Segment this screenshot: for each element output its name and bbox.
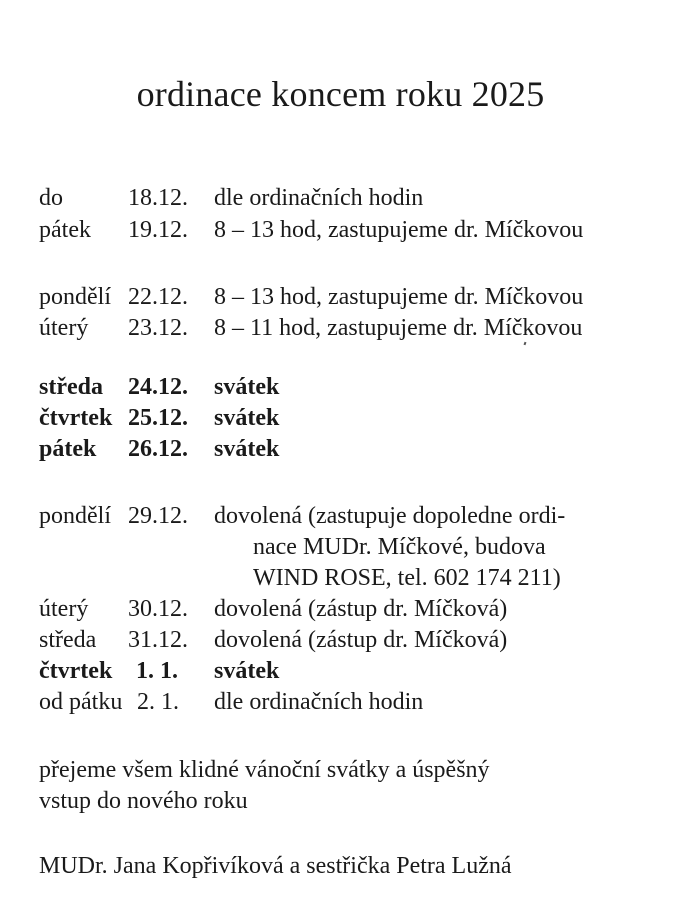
schedule-desc: dovolená (zástup dr. Míčková)	[214, 627, 508, 653]
schedule-day: čtvrtek	[39, 405, 113, 431]
schedule-desc: dovolená (zastupuje dopoledne ordi-	[214, 503, 566, 529]
schedule-desc-continuation: WIND ROSE, tel. 602 174 211)	[253, 565, 561, 591]
schedule-desc: 8 – 13 hod, zastupujeme dr. Míčkovou	[214, 217, 584, 243]
schedule-day: úterý	[39, 596, 89, 622]
schedule-day: do	[39, 185, 63, 211]
schedule-date: 18.12.	[128, 185, 188, 211]
schedule-date: 30.12.	[128, 596, 188, 622]
schedule-date: 24.12.	[128, 374, 188, 400]
schedule-date: 29.12.	[128, 503, 188, 529]
schedule-day: úterý	[39, 315, 89, 341]
schedule-day: středa	[39, 627, 97, 653]
schedule-desc: 8 – 11 hod, zastupujeme dr. Míčkovou	[214, 315, 583, 341]
schedule-date: 26.12.	[128, 436, 188, 462]
schedule-date: 31.12.	[128, 627, 188, 653]
scan-speck	[524, 342, 527, 346]
schedule-date: 25.12.	[128, 405, 188, 431]
schedule-desc: dovolená (zástup dr. Míčková)	[214, 596, 508, 622]
greeting-line-2: vstup do nového roku	[39, 788, 248, 814]
schedule-date: 19.12.	[128, 217, 188, 243]
signature: MUDr. Jana Kopřivíková a sestřička Petra Lužná	[39, 853, 512, 879]
schedule-desc: svátek	[214, 405, 280, 431]
schedule-day: čtvrtek	[39, 658, 113, 684]
schedule-desc: svátek	[214, 436, 280, 462]
schedule-day: středa	[39, 374, 103, 400]
schedule-desc: 8 – 13 hod, zastupujeme dr. Míčkovou	[214, 284, 584, 310]
schedule-day: pátek	[39, 436, 97, 462]
schedule-day: pátek	[39, 217, 91, 243]
schedule-desc: svátek	[214, 374, 280, 400]
schedule-date: 23.12.	[128, 315, 188, 341]
schedule-day: pondělí	[39, 284, 111, 310]
schedule-day: pondělí	[39, 503, 111, 529]
schedule-date: 1. 1.	[136, 658, 178, 684]
schedule-desc: dle ordinačních hodin	[214, 689, 424, 715]
schedule-day: od pátku	[39, 689, 123, 715]
schedule-date: 22.12.	[128, 284, 188, 310]
greeting-line-1: přejeme všem klidné vánoční svátky a úspěšný	[39, 757, 490, 783]
schedule-desc-continuation: nace MUDr. Míčkové, budova	[253, 534, 546, 560]
schedule-desc: dle ordinačních hodin	[214, 185, 424, 211]
schedule-date: 2. 1.	[137, 689, 179, 715]
schedule-desc: svátek	[214, 658, 280, 684]
page-title: ordinace koncem roku 2025	[136, 74, 545, 114]
